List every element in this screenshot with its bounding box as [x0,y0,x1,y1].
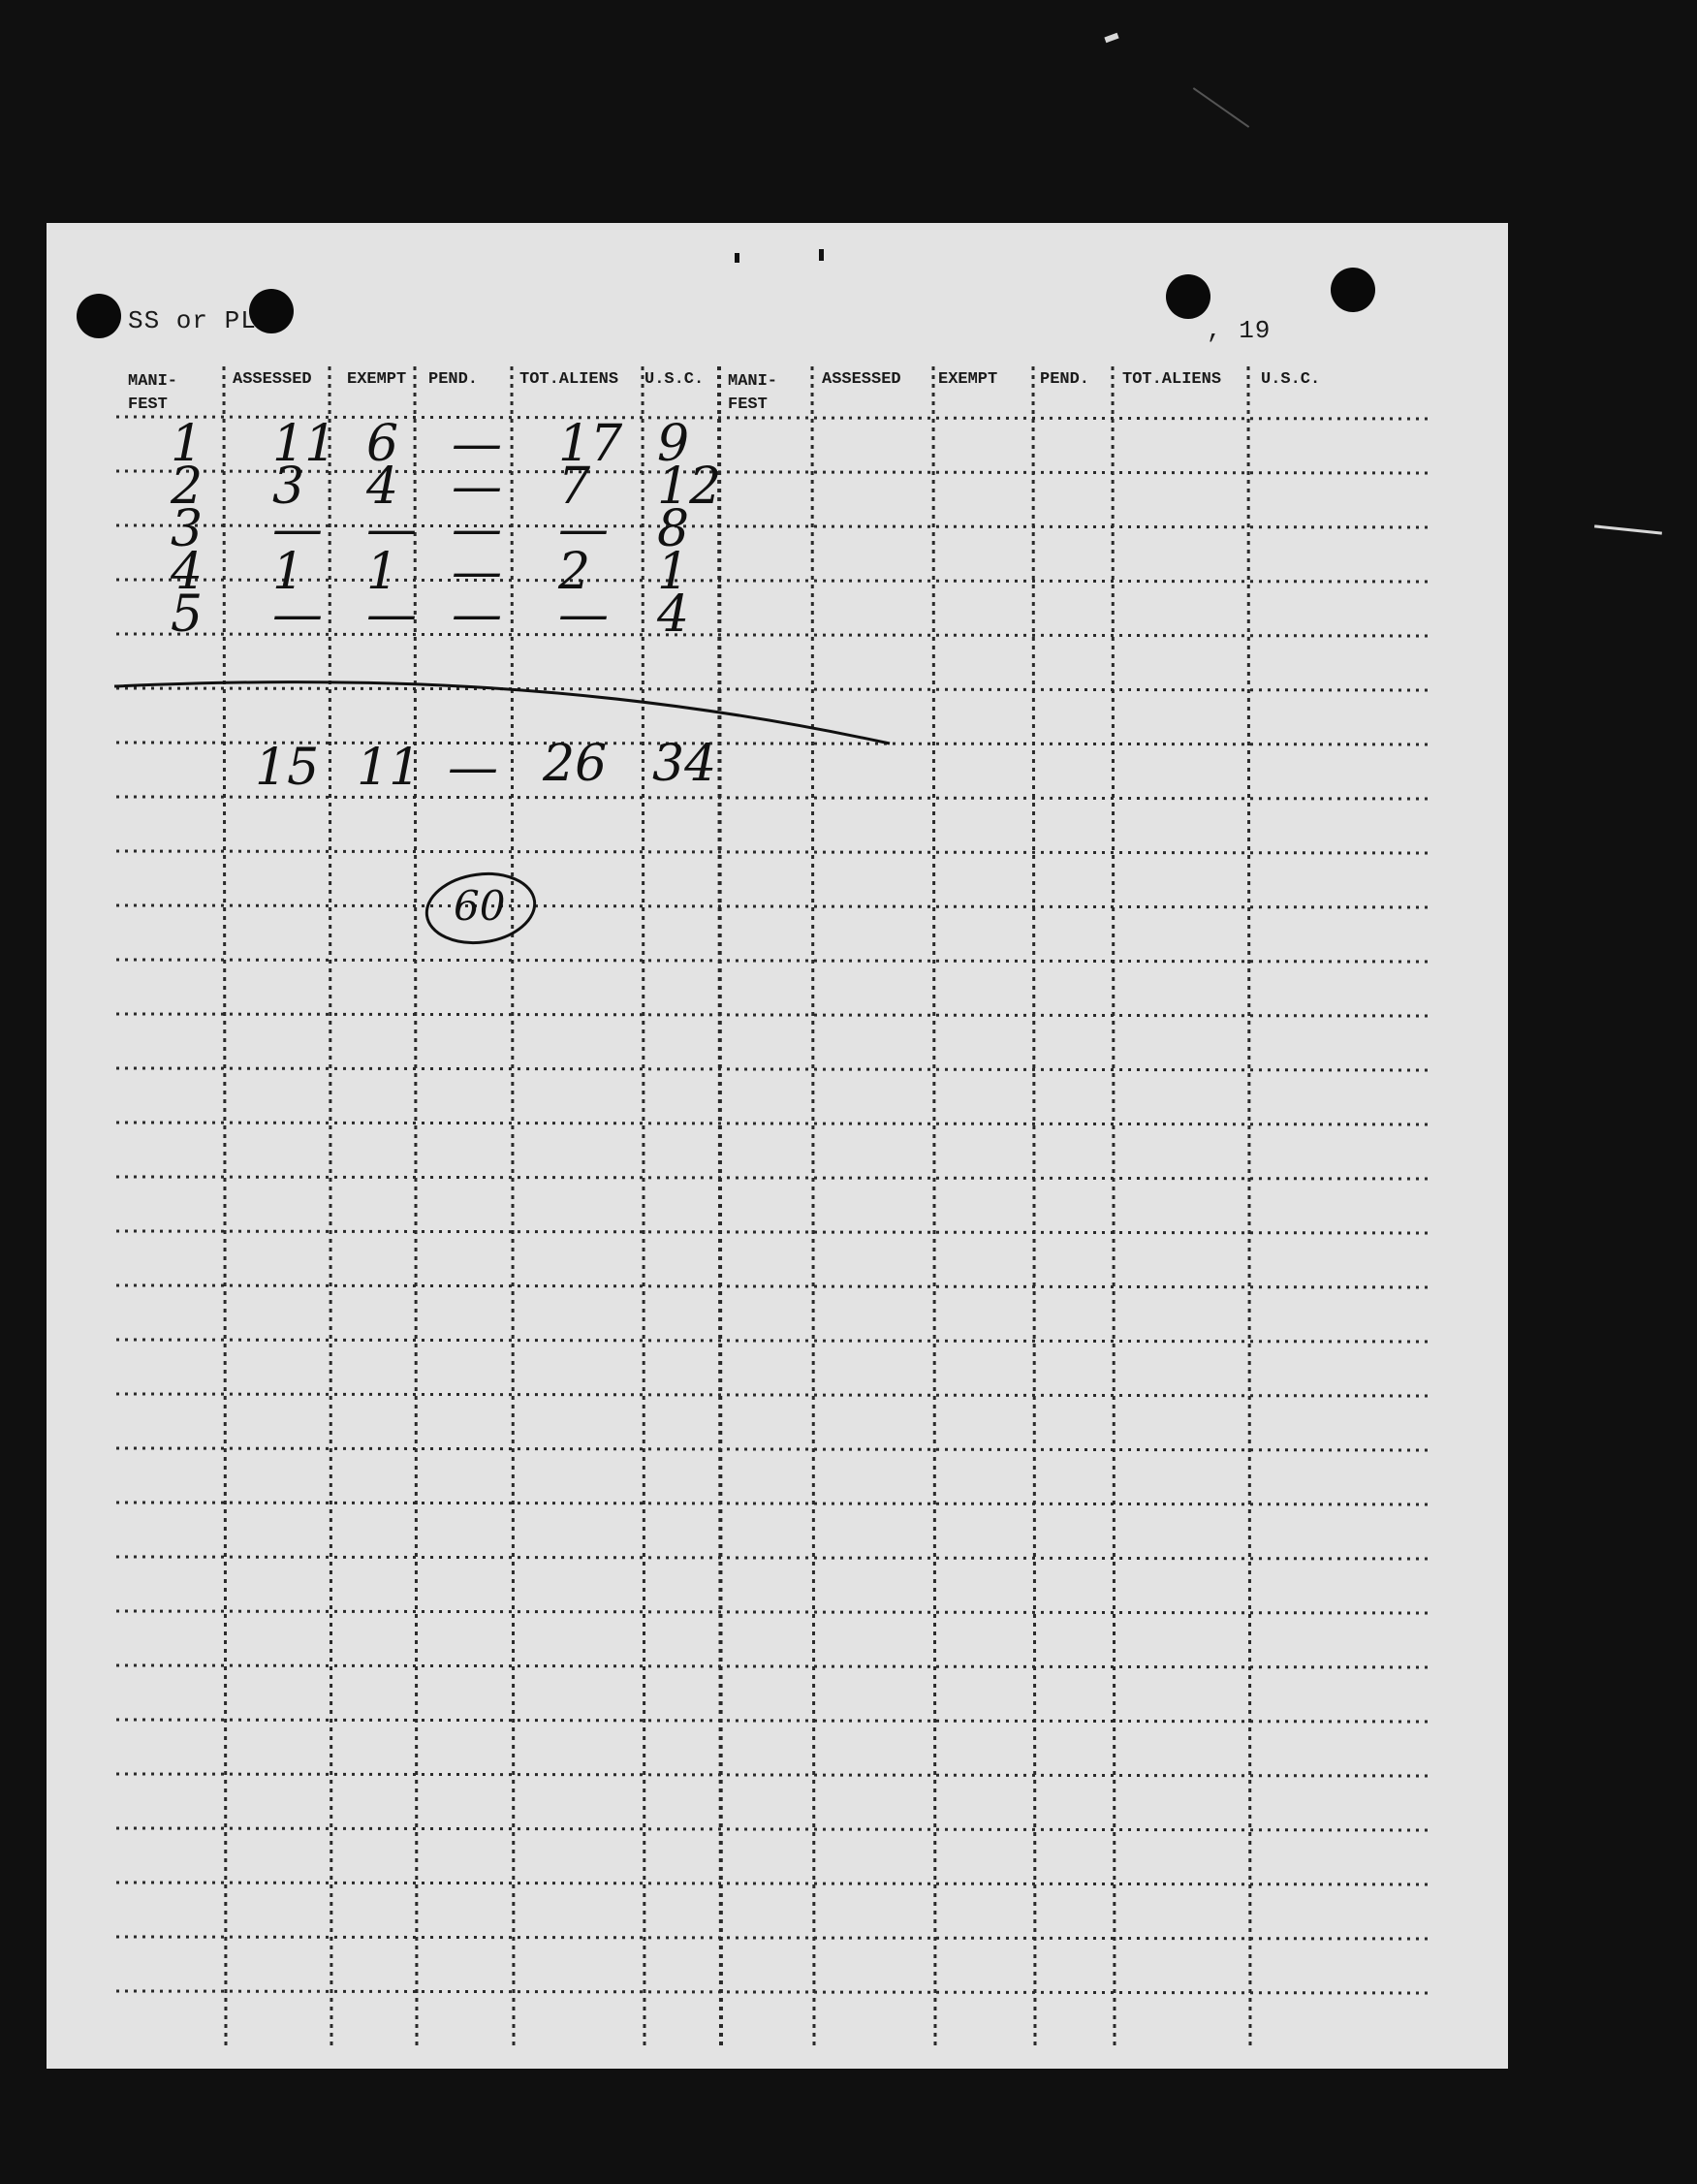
grid-row-line [116,1883,1432,1884]
row-5-pend: — [452,586,502,644]
row-1-manifest: 1 [171,415,204,473]
grid-column-line [1033,366,1035,2045]
row-4-exempt: 1 [366,543,399,601]
form-sheet [47,223,1508,2069]
grid-row-line [116,1014,1432,1016]
row-3-pend: — [452,500,502,558]
row-2-manifest: 2 [171,458,204,516]
grid-row-line [116,905,1432,907]
col-head-usc-left: U.S.C. [644,370,705,389]
grid-column-line [512,366,514,2045]
row-5-assessed: — [272,586,323,644]
row-5-usc: 4 [657,586,690,644]
col-head-pend-right: PEND. [1040,370,1090,389]
row-1-tot-aliens: 17 [558,415,623,473]
grid-row-line [116,1503,1432,1504]
row-5-tot-aliens: — [558,586,609,644]
row-4-manifest: 4 [171,543,204,601]
grid-row-line [116,1068,1432,1070]
row-5-exempt: — [366,586,417,644]
grid-row-line [116,1937,1432,1939]
col-head-tot-aliens-right: TOT.ALIENS [1122,370,1222,389]
grid-column-line [224,366,226,2045]
total-assessed: 15 [255,739,320,797]
row-3-tot-aliens: — [558,500,609,558]
grid-row-line [116,1720,1432,1722]
grid-row-line [116,1611,1432,1613]
total-exempt: 11 [357,739,422,797]
row-2-pend: — [452,458,502,516]
grid-row-line [116,1285,1432,1287]
grid-column-line [643,366,644,2045]
total-tot-aliens: 26 [543,735,608,793]
grid-column-line [812,366,814,2045]
grand-total: 60 [454,882,506,930]
row-1-usc: 9 [657,415,690,473]
row-4-usc: 1 [657,543,690,601]
row-2-exempt: 4 [366,458,399,516]
grid-column-line [330,366,331,2045]
grid-column-line [1113,366,1115,2045]
grid-row-line [116,1828,1432,1830]
total-underline [114,682,890,744]
grid-row-line [116,1123,1432,1124]
total-pend: — [448,739,498,797]
row-4-pend: — [452,543,502,601]
row-3-manifest: 3 [171,500,204,558]
grid-row-line [116,1557,1432,1559]
col-head-usc-right: U.S.C. [1261,370,1321,389]
grid-row-line [116,1774,1432,1776]
row-2-assessed: 3 [272,458,305,516]
grid-row-line [116,1448,1432,1450]
dotted-grid [47,223,1508,2069]
row-3-exempt: — [366,500,417,558]
ship-label: SS or PL [128,306,257,335]
total-usc: 34 [652,735,717,793]
row-2-tot-aliens: 7 [558,458,591,516]
grid-column-line [1248,366,1250,2045]
grid-row-line [116,1991,1432,1993]
grid-row-line [116,797,1432,799]
col-head-assessed-right: ASSESSED [822,370,901,389]
grid-column-line [933,366,935,2045]
grid-row-line [116,1340,1432,1342]
col-head-tot-aliens-left: TOT.ALIENS [519,370,619,389]
col-head-manifest-right: MANI- FEST [728,372,778,414]
row-3-usc: 8 [657,500,690,558]
grid-row-line [116,1177,1432,1179]
grid-row-line [116,1231,1432,1233]
row-1-assessed: 11 [272,415,337,473]
col-head-exempt-left: EXEMPT [347,370,407,389]
col-head-exempt-right: EXEMPT [938,370,998,389]
col-head-pend-left: PEND. [428,370,479,389]
row-1-exempt: 6 [366,415,399,473]
row-1-pend: — [452,415,502,473]
row-5-manifest: 5 [171,586,204,644]
row-4-assessed: 1 [272,543,305,601]
grid-column-line [719,366,721,2045]
grid-row-line [116,688,1432,690]
row-3-assessed: — [272,500,323,558]
grid-row-line [116,580,1432,582]
grid-row-line [116,1394,1432,1396]
col-head-assessed-left: ASSESSED [233,370,312,389]
row-2-usc: 12 [657,458,722,516]
col-head-manifest-left: MANI- FEST [128,372,178,414]
year-label: , 19 [1207,316,1272,345]
grid-row-line [116,960,1432,962]
row-4-tot-aliens: 2 [558,543,591,601]
grid-row-line [116,851,1432,853]
grid-row-line [116,1665,1432,1667]
